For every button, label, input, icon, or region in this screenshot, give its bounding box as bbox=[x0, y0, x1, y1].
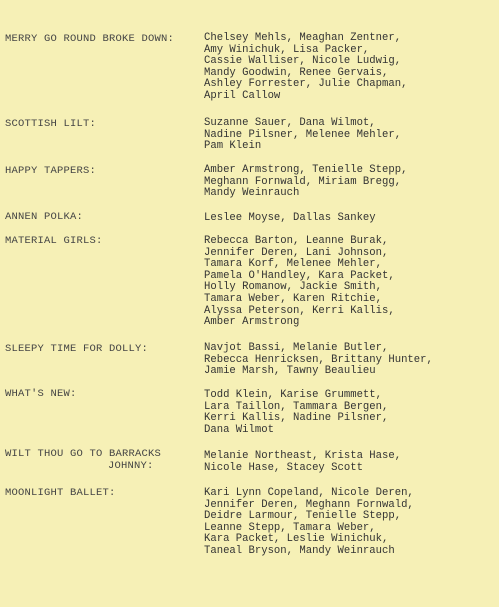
performer-list: Todd Klein, Karise Grummett, Lara Taillon, Tammara Bergen, Kerri Kallis, Nadine Pilsner, Dana Wilmot bbox=[204, 389, 389, 436]
performer-list: Suzanne Sauer, Dana Wilmot, Nadine Pilsner, Melenee Mehler, Pam Klein bbox=[204, 117, 402, 153]
performer-list: Navjot Bassi, Melanie Butler, Rebecca Henricksen, Brittany Hunter, Jamie Marsh, Tawny Beaulieu bbox=[204, 342, 433, 378]
performer-list: Chelsey Mehls, Meaghan Zentner, Amy Winichuk, Lisa Packer, Cassie Walliser, Nicole Ludwig, Mandy Goodwin, Renee Gervais, Ashley Forrester, Julie Chapman, April Callow bbox=[204, 32, 408, 102]
number-title: SCOTTISH LILT: bbox=[5, 118, 97, 130]
number-title-line-1: WILT THOU GO TO BARRACKS bbox=[5, 448, 162, 460]
number-title: MOONLIGHT BALLET: bbox=[5, 487, 116, 499]
performer-list: Leslee Moyse, Dallas Sankey bbox=[204, 212, 376, 224]
number-title: HAPPY TAPPERS: bbox=[5, 165, 97, 177]
number-title-line-2: JOHNNY: bbox=[108, 460, 154, 472]
number-title bbox=[5, 448, 197, 472]
number-title: MERRY GO ROUND BROKE DOWN: bbox=[5, 33, 175, 45]
performer-list: Kari Lynn Copeland, Nicole Deren, Jennifer Deren, Meghann Fornwald, Deidre Larmour, Tenielle Stepp, Leanne Stepp, Tamara Weber, Kara Packet, Leslie Winichuk, Taneal Bryson, Mandy Weinrauch bbox=[204, 487, 414, 557]
number-title: ANNEN POLKA: bbox=[5, 211, 84, 223]
number-title: WHAT'S NEW: bbox=[5, 388, 77, 400]
number-title: MATERIAL GIRLS: bbox=[5, 235, 103, 247]
performer-list: Melanie Northeast, Krista Hase, Nicole Hase, Stacey Scott bbox=[204, 450, 402, 474]
performer-list: Amber Armstrong, Tenielle Stepp, Meghann Fornwald, Miriam Bregg, Mandy Weinrauch bbox=[204, 164, 408, 200]
number-title: SLEEPY TIME FOR DOLLY: bbox=[5, 343, 149, 355]
performer-list: Rebecca Barton, Leanne Burak, Jennifer Deren, Lani Johnson, Tamara Korf, Melenee Mehler, Pamela O'Handley, Kara Packet, Holly Romanow, Jackie Smith, Tamara Weber, Karen Ritchie, Alyssa Peterson, Kerri Kallis, Amber Armstrong bbox=[204, 235, 395, 329]
